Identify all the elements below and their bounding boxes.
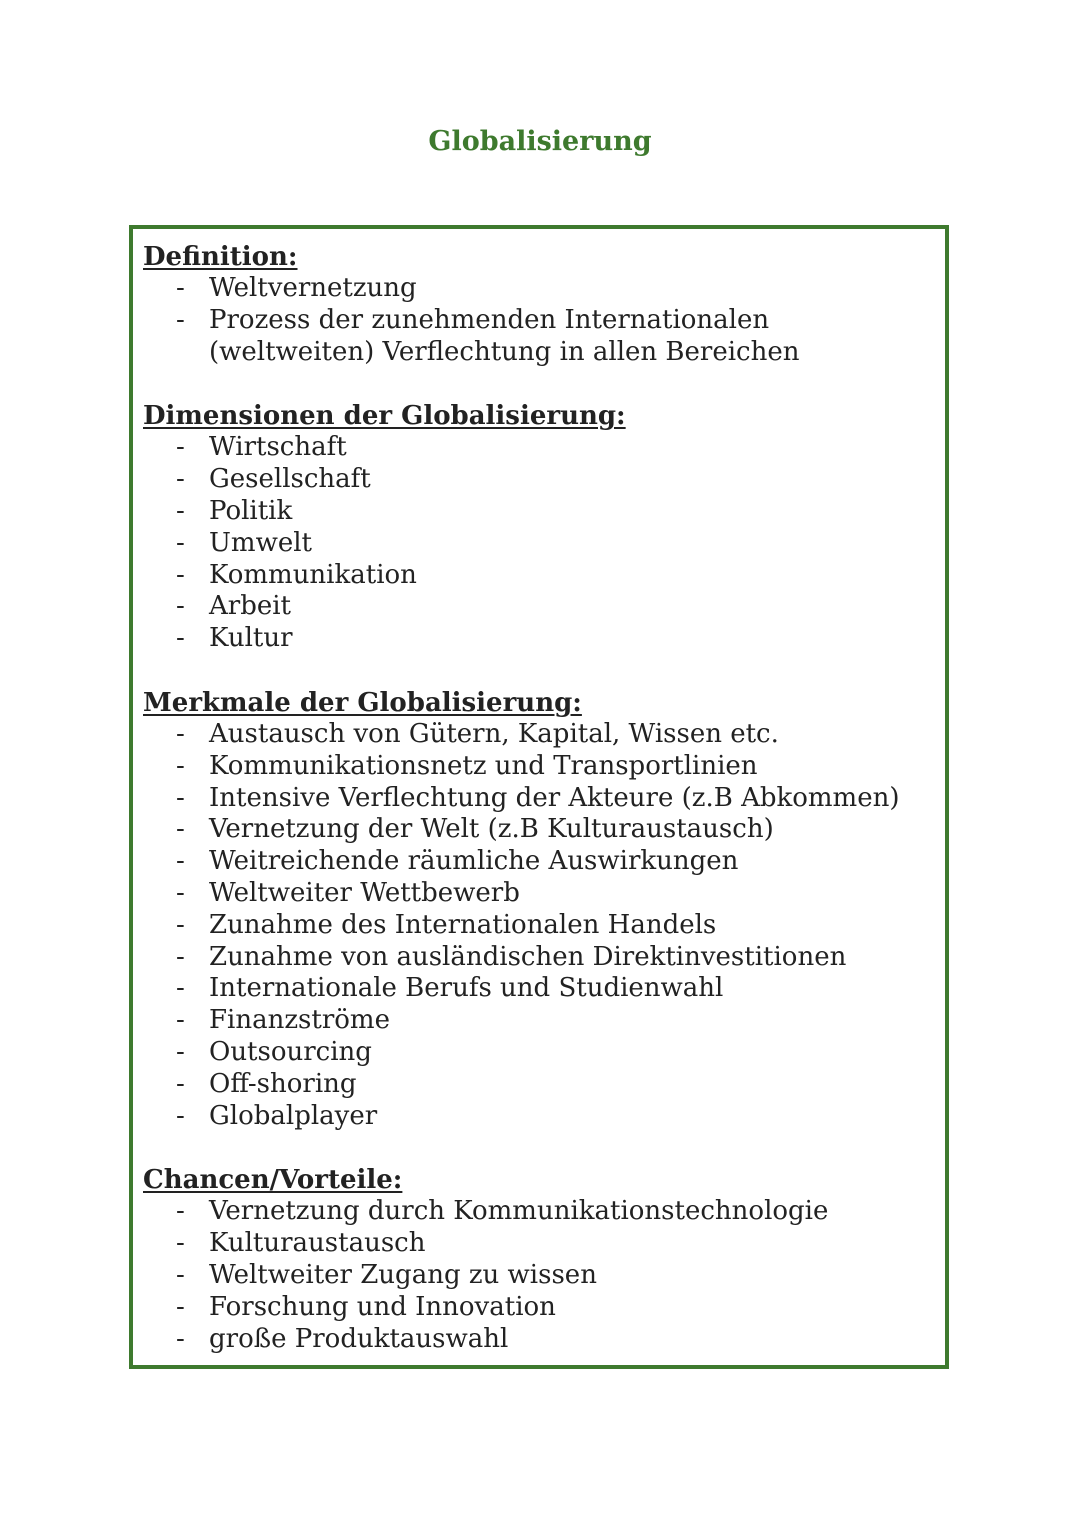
dash-bullet: -: [176, 1196, 185, 1227]
dash-bullet: -: [176, 1100, 185, 1131]
content-area: [143, 241, 935, 1387]
dash-bullet: -: [176, 814, 185, 845]
list-item-text: Weltvernetzung: [209, 273, 417, 303]
list-item: [143, 560, 935, 592]
list-item: [143, 305, 935, 369]
section-chancen: [143, 1164, 935, 1355]
list-item-text: Kultur: [209, 623, 293, 654]
list-item-text: Kommunikationsnetz und Transportlinien: [209, 750, 758, 781]
section-merkmale: [143, 687, 935, 1132]
dash-bullet: -: [176, 1068, 185, 1099]
list-item-text: Intensive Verflechtung der Akteure (z.B Abkommen): [209, 782, 900, 813]
list-item-text: Vernetzung der Welt (z.B Kulturaustausch): [209, 814, 774, 845]
dash-bullet: -: [176, 1323, 185, 1354]
bullet-list: [143, 719, 935, 1132]
list-item: [143, 973, 935, 1005]
dash-bullet: -: [176, 750, 185, 781]
list-item-text: Off-shoring: [209, 1068, 357, 1099]
dash-bullet: -: [176, 909, 185, 940]
dash-bullet: -: [176, 1259, 185, 1290]
list-item-text: Finanzströme: [209, 1005, 390, 1036]
list-item: [143, 273, 935, 305]
list-item: [143, 591, 935, 623]
list-item-text: Weltweiter Wettbewerb: [209, 877, 520, 908]
list-item-text: Internationale Berufs und Studienwahl: [209, 973, 724, 1004]
dash-bullet: -: [176, 273, 185, 303]
list-item: [143, 623, 935, 655]
dash-bullet: -: [176, 877, 185, 908]
dash-bullet: -: [176, 941, 185, 972]
section-definition: [143, 241, 935, 368]
list-item-text: Kulturaustausch: [209, 1228, 426, 1259]
list-item: [143, 878, 935, 910]
list-item-text: Weltweiter Zugang zu wissen: [209, 1259, 597, 1290]
dash-bullet: -: [176, 973, 185, 1004]
dash-bullet: -: [176, 527, 185, 558]
list-item-text: Arbeit: [209, 591, 291, 622]
list-item: [143, 751, 935, 783]
list-item-text: Weitreichende räumliche Auswirkungen: [209, 846, 739, 877]
bullet-list: [143, 432, 935, 655]
dash-bullet: -: [176, 1005, 185, 1036]
list-item-text: große Produktauswahl: [209, 1323, 509, 1354]
list-item-text: Politik: [209, 495, 293, 526]
section-heading: Merkmale der Globalisierung:: [143, 687, 582, 718]
list-item: [143, 1260, 935, 1292]
list-item-text: Outsourcing: [209, 1036, 372, 1067]
section-heading: Dimensionen der Globalisierung:: [143, 401, 626, 432]
list-item-text: Prozess der zunehmenden Internationalen (weltweiten) Verflechtung in allen Bereichen: [209, 304, 800, 367]
dash-bullet: -: [176, 718, 185, 749]
section-heading: Definition:: [143, 242, 298, 272]
list-item: [143, 1324, 935, 1356]
list-item-text: Umwelt: [209, 527, 312, 558]
bullet-list: [143, 1196, 935, 1355]
list-item: [143, 1037, 935, 1069]
dash-bullet: -: [176, 495, 185, 526]
dash-bullet: -: [176, 846, 185, 877]
list-item-text: Zunahme des Internationalen Handels: [209, 909, 717, 940]
list-item: [143, 846, 935, 878]
list-item: [143, 1196, 935, 1228]
list-item: [143, 1228, 935, 1260]
list-item: [143, 783, 935, 815]
dash-bullet: -: [176, 559, 185, 590]
dash-bullet: -: [176, 591, 185, 622]
dash-bullet: -: [176, 464, 185, 495]
content-box: [129, 225, 949, 1369]
list-item-text: Gesellschaft: [209, 464, 371, 495]
list-item: [143, 814, 935, 846]
bullet-list: [143, 273, 935, 368]
list-item-text: Globalplayer: [209, 1100, 378, 1131]
list-item: [143, 1069, 935, 1101]
list-item: [143, 1101, 935, 1133]
dash-bullet: -: [176, 432, 185, 463]
list-item-text: Kommunikation: [209, 559, 417, 590]
list-item-text: Wirtschaft: [209, 432, 347, 463]
list-item: [143, 1005, 935, 1037]
list-item-text: Forschung und Innovation: [209, 1291, 556, 1322]
list-item: [143, 942, 935, 974]
list-item: [143, 432, 935, 464]
dash-bullet: -: [176, 1036, 185, 1067]
section-dimensionen: [143, 400, 935, 655]
list-item: [143, 528, 935, 560]
list-item: [143, 910, 935, 942]
list-item: [143, 1292, 935, 1324]
dash-bullet: -: [176, 1291, 185, 1322]
dash-bullet: -: [176, 1228, 185, 1259]
list-item: [143, 719, 935, 751]
list-item-text: Zunahme von ausländischen Direktinvestitionen: [209, 941, 847, 972]
section-heading: Chancen/Vorteile:: [143, 1165, 403, 1196]
list-item-text: Vernetzung durch Kommunikationstechnologie: [209, 1196, 829, 1227]
list-item-text: Austausch von Gütern, Kapital, Wissen etc.: [209, 718, 779, 749]
dash-bullet: -: [176, 782, 185, 813]
list-item: [143, 464, 935, 496]
dash-bullet: -: [176, 623, 185, 654]
dash-bullet: -: [176, 304, 185, 335]
page-title: Globalisierung: [428, 126, 652, 157]
list-item: [143, 496, 935, 528]
